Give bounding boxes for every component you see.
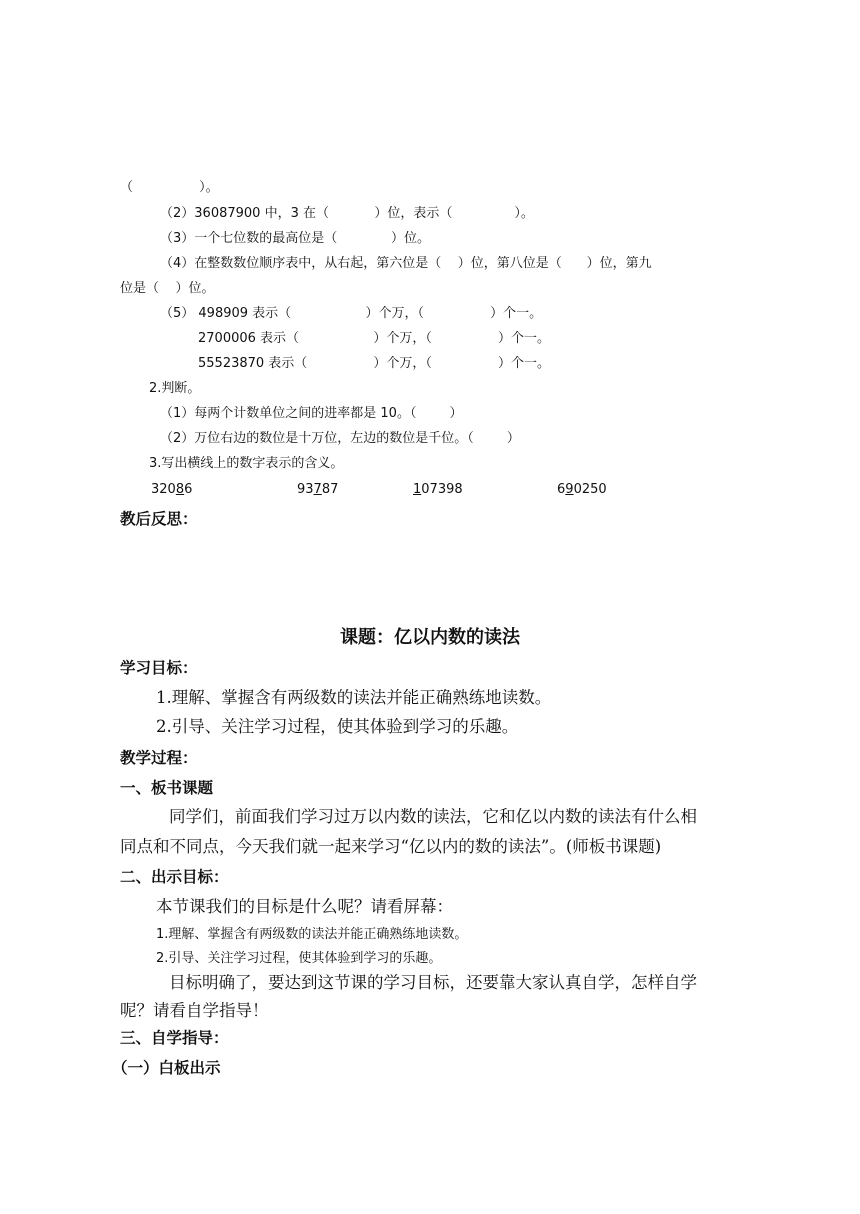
- section-1-heading: 一、板书课题: [120, 779, 214, 797]
- judge-item-2: （2）万位右边的数位是十万位，左边的数位是千位。（ ）: [160, 431, 520, 446]
- underlined-digit: 9: [565, 482, 574, 497]
- number-item: 32086: [151, 482, 193, 497]
- answer-blank-line: （ ）。: [120, 180, 219, 195]
- process-label: 教学过程：: [120, 749, 198, 767]
- section-2-intro: 本节课我们的目标是什么呢？请看屏幕：: [156, 897, 453, 916]
- number-item: 93787: [297, 482, 339, 497]
- question-2: （2）36087900 中，3 在（ ）位，表示（ ）。: [160, 206, 534, 221]
- section-1-paragraph-line-2: 同点和不同点，今天我们就一起来学习“亿以内的数的读法”。(师板书课题): [120, 837, 662, 856]
- section-2-heading: 二、出示目标：: [120, 868, 229, 886]
- section-1-paragraph-line-1: 同学们，前面我们学习过万以内数的读法，它和亿以内数的读法有什么相: [169, 807, 697, 826]
- section-3-heading: 三、自学指导：: [120, 1029, 229, 1047]
- judge-item-1: （1）每两个计数单位之间的进率都是 10。（ ）: [160, 406, 463, 421]
- section-3-subheading: （一）白板出示: [112, 1059, 221, 1077]
- goals-label: 学习目标：: [120, 659, 198, 677]
- lesson-title: 课题：亿以内数的读法: [340, 627, 520, 648]
- section-2-paragraph-line-2: 呢？请看自学指导！: [120, 1001, 269, 1020]
- question-5-line-1: （5） 498909 表示（ ）个万，（ ）个一。: [160, 306, 543, 321]
- meaning-title: 3.写出横线上的数字表示的含义。: [149, 456, 344, 471]
- reflection-label: 教后反思：: [120, 510, 198, 528]
- goal-1: 1.理解、掌握含有两级数的读法并能正确熟练地读数。: [156, 688, 552, 707]
- number-item: 107398: [413, 482, 463, 497]
- question-4-line-1: （4）在整数数位顺序表中，从右起，第六位是（ ）位，第八位是（ ）位，第九: [160, 256, 652, 271]
- question-4-line-2: 位是（ ）位。: [120, 281, 215, 296]
- section-2-goal-1: 1.理解、掌握含有两级数的读法并能正确熟练地读数。: [156, 927, 468, 942]
- underlined-digit: 7: [313, 482, 322, 497]
- underlined-digit: 8: [175, 482, 185, 497]
- section-2-paragraph-line-1: 目标明确了，要达到这节课的学习目标，还要靠大家认真自学，怎样自学: [169, 973, 697, 992]
- question-3: （3）一个七位数的最高位是（ ）位。: [160, 231, 430, 246]
- question-5-line-3: 55523870 表示（ ）个万，（ ）个一。: [198, 356, 551, 371]
- judge-title: 2.判断。: [149, 381, 201, 396]
- number-item: 690250: [557, 482, 607, 497]
- underlined-digit: 1: [413, 482, 422, 497]
- goal-2: 2.引导、关注学习过程，使其体验到学习的乐趣。: [156, 717, 519, 736]
- section-2-goal-2: 2.引导、关注学习过程，使其体验到学习的乐趣。: [156, 951, 442, 966]
- question-5-line-2: 2700006 表示（ ）个万，（ ）个一。: [198, 331, 551, 346]
